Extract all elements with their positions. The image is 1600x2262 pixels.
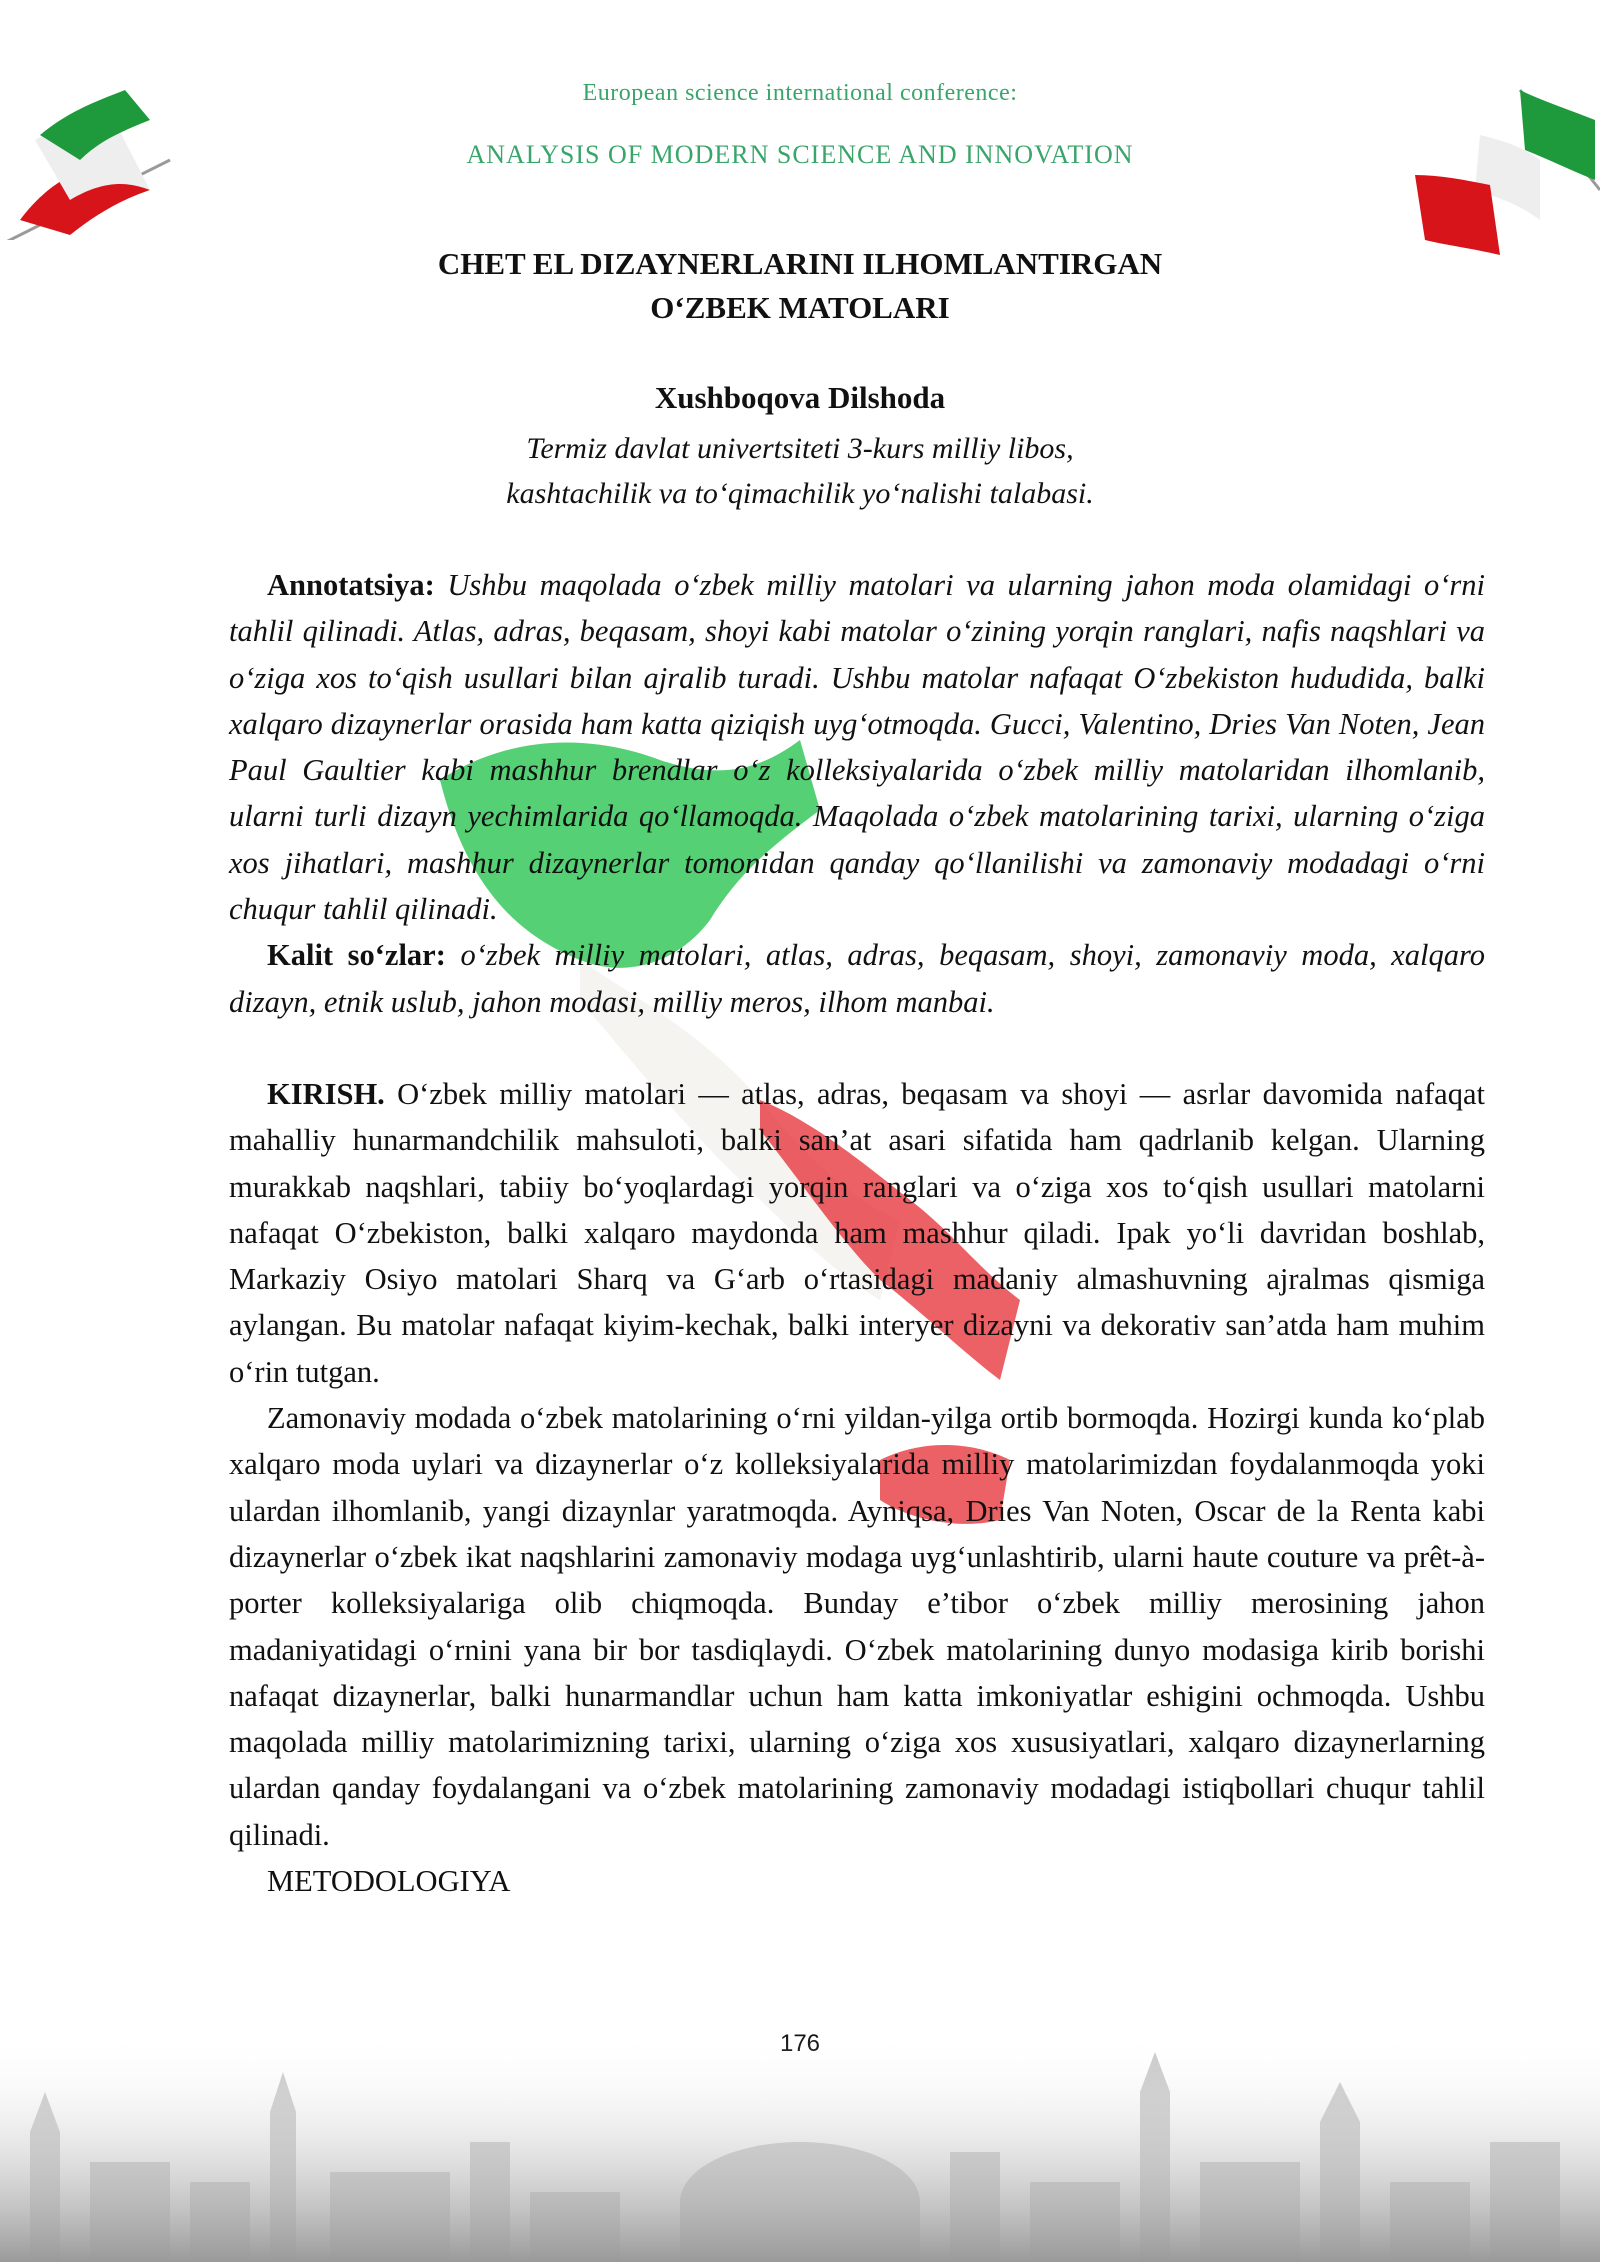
- affiliation-line-2: kashtachilik va to‘qimachilik yo‘nalishi talabasi.: [506, 477, 1094, 510]
- intro-text: O‘zbek milliy matolari — atlas, adras, beqasam va shoyi — asrlar davomida nafaqat mahalliy hunarmandchilik mahsuloti, balki san’at asari sifatida ham qadrlanib kelgan. Ularning murakkab naqshlari, tabiiy bo‘yoqlardagi yorqin ranglari va o‘ziga xos to‘qish usullari matolarni nafaqat O‘zbekiston, balki xalqaro maydonda ham mashhur qiladi. Ipak yo‘li davridan boshlab, Markaziy Osiyo matolari Sharq va G‘arb o‘rtasidagi madaniy almashuvning ajralmas qismiga aylangan. Bu matolar nafaqat kiyim-kechak, balki interyer dizayni va dekorativ san’atda ham muhim o‘rin tutgan.: [229, 1076, 1485, 1389]
- article-body: [229, 562, 1485, 1904]
- author-affiliation: [0, 426, 1600, 516]
- conference-subtitle: ANALYSIS OF MODERN SCIENCE AND INNOVATION: [466, 140, 1134, 169]
- keywords-text: o‘zbek milliy matolari, atlas, adras, beqasam, shoyi, zamonaviy moda, xalqaro dizayn, etnik uslub, jahon modasi, milliy meros, ilhom manbai.: [229, 938, 1486, 1019]
- keywords-paragraph: [229, 932, 1485, 1025]
- article-title-line-2: O‘ZBEK MATOLARI: [650, 290, 950, 325]
- article-title: [0, 242, 1600, 330]
- section-spacer: [229, 1025, 1485, 1071]
- intro-label: KIRISH.: [267, 1076, 385, 1111]
- annotation-label: Annotatsiya:: [267, 568, 435, 602]
- annotation-paragraph: [229, 562, 1485, 932]
- section-heading-methodology: METODOLOGIYA: [267, 1864, 511, 1899]
- italian-flag-right-icon: [1410, 80, 1600, 260]
- annotation-text: Ushbu maqolada o‘zbek milliy matolari va ularning jahon moda olamidagi o‘rni tahlil qilinadi. Atlas, adras, beqasam, shoyi kabi matolar o‘zining yorqin ranglari, nafis naqshlari va o‘ziga xos to‘qish usullari bilan ajralib turadi. Ushbu matolar nafaqat O‘zbekiston hududida, balki xalqaro dizaynerlar orasida ham katta qiziqish uyg‘otmoqda. Gucci, Valentino, Dries Van Noten, Jean Paul Gaultier kabi mashhur brendlar o‘z kolleksiyalarida o‘zbek milliy matolaridan ilhomlanib, ularni turli dizayn yechimlarida qo‘llamoqda. Maqolada o‘zbek matolarining tarixi, ularning o‘ziga xos jihatlari, mashhur dizaynerlar tomonidan qanday qo‘llanilishi va zamonaviy modadagi o‘rni chuqur tahlil qilinadi.: [229, 568, 1485, 927]
- intro-paragraph: [229, 1071, 1485, 1395]
- city-skyline-footer: [0, 2032, 1600, 2262]
- affiliation-line-1: Termiz davlat univertsiteti 3-kurs milliy libos,: [526, 432, 1074, 465]
- article-title-line-1: CHET EL DIZAYNERLARINI ILHOMLANTIRGAN: [437, 246, 1163, 281]
- body-paragraph-2: Zamonaviy modada o‘zbek matolarining o‘rni yildan-yilga ortib bormoqda. Hozirgi kunda ko‘plab xalqaro moda uylari va dizaynerlar o‘z kolleksiyalarida milliy matolarimizdan foydalanmoqda yoki ulardan ilhomlanib, yangi dizaynlar yaratmoqda. Ayniqsa, Dries Van Noten, Oscar de la Renta kabi dizaynerlar o‘zbek ikat naqshlarini zamonaviy modaga uyg‘unlashtirib, ularni haute couture va prêt-à-porter kolleksiyalariga olib chiqmoqda. Bunday e’tibor o‘zbek milliy merosining jahon madaniyatidagi o‘rnini yana bir bor tasdiqlaydi. O‘zbek matolarining dunyo modasiga kirib borishi nafaqat dizaynerlar, balki hunarmandlar uchun ham katta imkoniyatlar eshigini ochmoqda. Ushbu maqolada milliy matolarimizning tarixi, ularning o‘ziga xos xususiyatlari, xalqaro dizaynerlarning ulardan qanday foydalangani va o‘zbek matolarining zamonaviy modadagi istiqbollari chuqur tahlil qilinadi.: [229, 1401, 1485, 1852]
- author-name: Xushboqova Dilshoda: [654, 380, 946, 415]
- keywords-label: Kalit so‘zlar:: [267, 938, 446, 973]
- conference-name: European science international conference:: [582, 80, 1018, 106]
